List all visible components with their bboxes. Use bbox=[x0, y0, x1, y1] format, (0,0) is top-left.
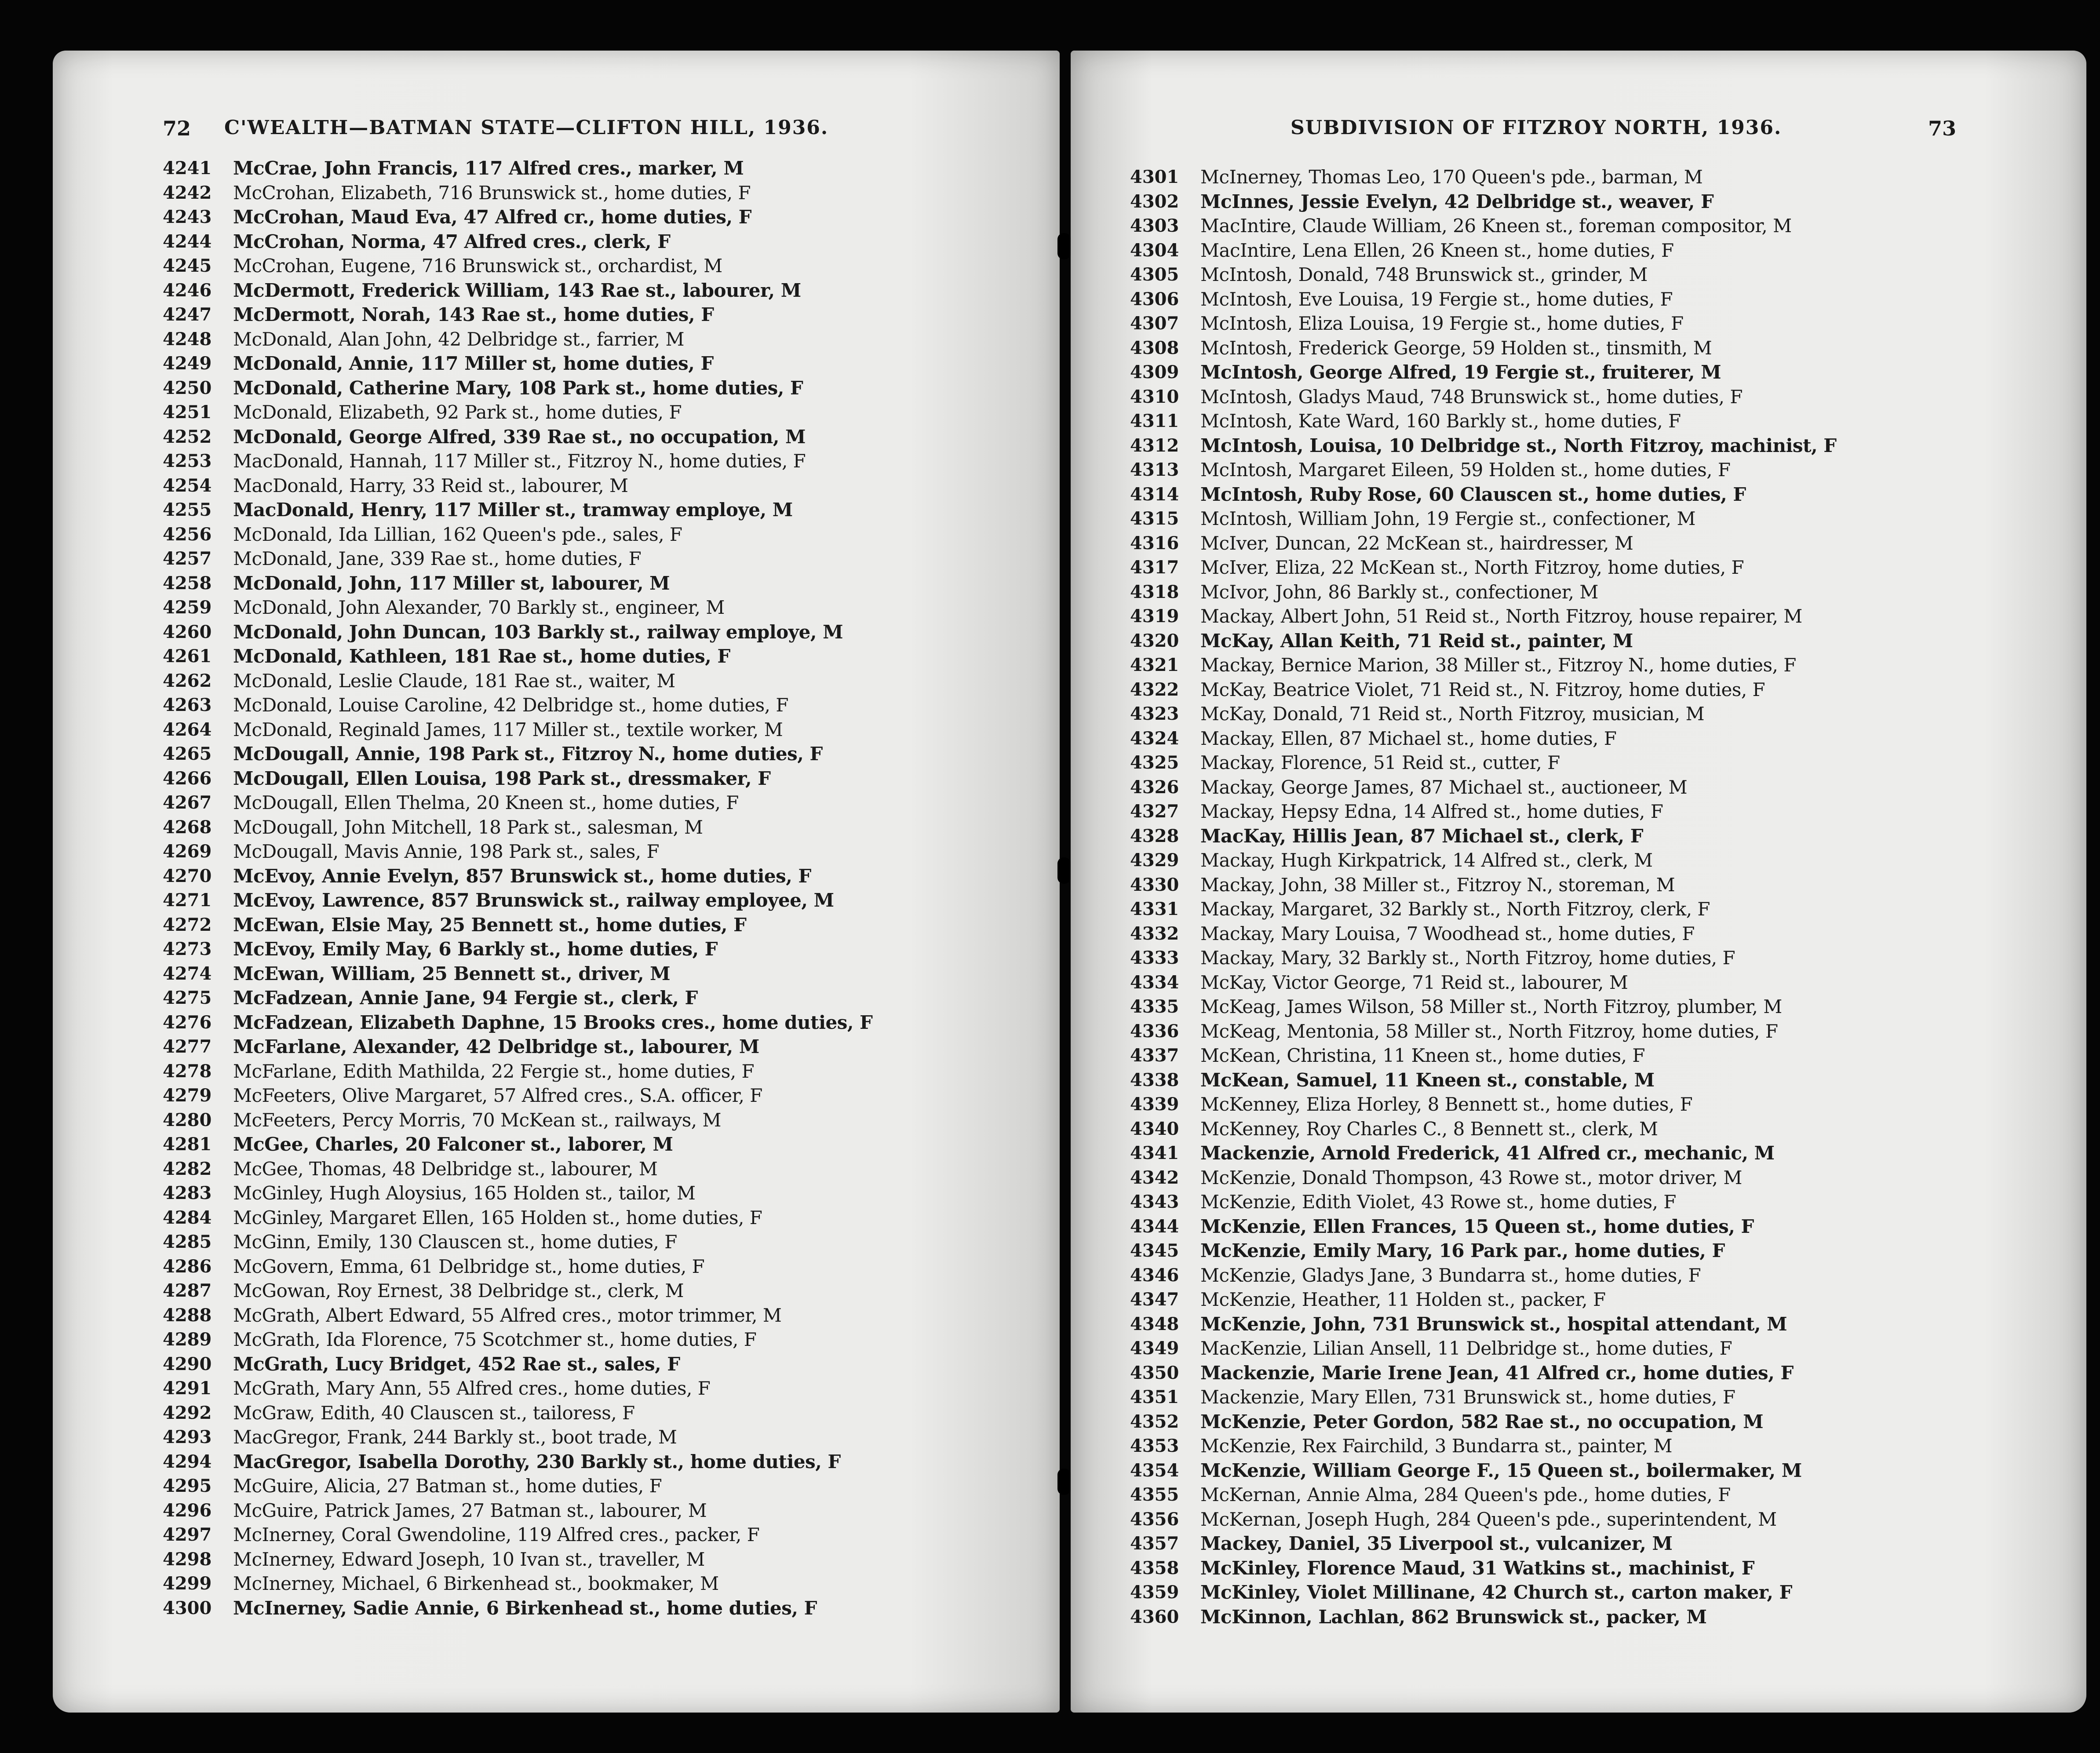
entry-number: 4279 bbox=[163, 1085, 212, 1106]
entry-number: 4285 bbox=[163, 1232, 212, 1252]
entry-number: 4315 bbox=[1130, 508, 1179, 529]
entry-text: McFarlane, Alexander, 42 Delbridge st., labourer, M bbox=[233, 1036, 759, 1057]
entry-number: 4293 bbox=[163, 1427, 212, 1447]
entry-number: 4316 bbox=[1130, 532, 1179, 554]
entry-text: McDougall, Mavis Annie, 198 Park st., sales, F bbox=[233, 841, 660, 862]
entry-number: 4271 bbox=[163, 890, 212, 911]
entry-number: 4288 bbox=[163, 1305, 212, 1326]
entry-text: McInerney, Edward Joseph, 10 Ivan st., traveller, M bbox=[233, 1548, 705, 1570]
entry-text: McInnes, Jessie Evelyn, 42 Delbridge st., weaver, F bbox=[1200, 190, 1714, 212]
entry-number: 4359 bbox=[1130, 1582, 1179, 1603]
entry-number: 4335 bbox=[1130, 996, 1179, 1017]
page-header: SUBDIVISION OF FITZROY NORTH, 1936. bbox=[1291, 117, 1782, 139]
entry-text: McInerney, Michael, 6 Birkenhead st., bookmaker, M bbox=[233, 1573, 719, 1594]
entry-text: McDonald, Jane, 339 Rae st., home duties, F bbox=[233, 548, 642, 569]
entry-text: Mackay, George James, 87 Michael st., auctioneer, M bbox=[1200, 776, 1688, 798]
entry-number: 4332 bbox=[1130, 923, 1179, 944]
binding-ring bbox=[1057, 857, 1071, 884]
entry-text: McDonald, Alan John, 42 Delbridge st., farrier, M bbox=[233, 328, 685, 350]
entry-text: McKay, Donald, 71 Reid st., North Fitzroy, musician, M bbox=[1200, 703, 1705, 725]
entry-number: 4303 bbox=[1130, 215, 1179, 236]
entry-number: 4347 bbox=[1130, 1289, 1179, 1310]
entry-number: 4322 bbox=[1130, 679, 1179, 700]
entry-number: 4314 bbox=[1130, 484, 1179, 505]
entry-text: McFadzean, Annie Jane, 94 Fergie st., clerk, F bbox=[233, 987, 698, 1009]
entry-number: 4356 bbox=[1130, 1509, 1179, 1530]
entry-text: McKenzie, William George F., 15 Queen st., boilermaker, M bbox=[1200, 1459, 1802, 1481]
entry-number: 4337 bbox=[1130, 1045, 1179, 1066]
entry-text: McIntosh, Gladys Maud, 748 Brunswick st., home duties, F bbox=[1200, 386, 1743, 408]
entry-text: McGovern, Emma, 61 Delbridge st., home duties, F bbox=[233, 1255, 705, 1277]
entry-text: McCrohan, Maud Eva, 47 Alfred cr., home duties, F bbox=[233, 206, 752, 228]
entry-number: 4284 bbox=[163, 1207, 212, 1228]
entry-number: 4262 bbox=[163, 670, 212, 691]
entry-text: MacDonald, Harry, 33 Reid st., labourer, M bbox=[233, 474, 628, 496]
entry-text: McEvoy, Lawrence, 857 Brunswick st., railway employee, M bbox=[233, 889, 834, 911]
entry-text: Mackenzie, Mary Ellen, 731 Brunswick st., home duties, F bbox=[1200, 1386, 1735, 1408]
entry-text: McEwan, Elsie May, 25 Bennett st., home duties, F bbox=[233, 914, 747, 936]
entry-number: 4274 bbox=[163, 963, 212, 984]
entry-number: 4289 bbox=[163, 1329, 212, 1350]
entry-number: 4258 bbox=[163, 572, 212, 594]
entry-number: 4294 bbox=[163, 1451, 212, 1472]
entry-text: McInerney, Coral Gwendoline, 119 Alfred cres., packer, F bbox=[233, 1524, 760, 1545]
entry-number: 4259 bbox=[163, 597, 212, 618]
entry-number: 4360 bbox=[1130, 1606, 1179, 1627]
entry-number: 4268 bbox=[163, 816, 212, 838]
entry-text: McDonald, John Duncan, 103 Barkly st., railway employe, M bbox=[233, 621, 843, 643]
entry-number: 4292 bbox=[163, 1402, 212, 1423]
entry-number: 4295 bbox=[163, 1476, 212, 1496]
entry-number: 4265 bbox=[163, 743, 212, 764]
entry-text: McDonald, Reginald James, 117 Miller st., textile worker, M bbox=[233, 718, 783, 740]
entry-number: 4270 bbox=[163, 865, 212, 886]
entry-text: McKenzie, Rex Fairchild, 3 Bundarra st., painter, M bbox=[1200, 1435, 1672, 1457]
entry-number: 4244 bbox=[163, 231, 212, 252]
right-page bbox=[1071, 51, 2086, 1713]
entry-text: McDougall, Annie, 198 Park st., Fitzroy N., home duties, F bbox=[233, 743, 823, 765]
entry-number: 4267 bbox=[163, 792, 212, 813]
entry-text: McCrohan, Elizabeth, 716 Brunswick st., home duties, F bbox=[233, 182, 751, 204]
entry-text: McDonald, Catherine Mary, 108 Park st., home duties, F bbox=[233, 377, 803, 399]
entry-text: McKenney, Eliza Horley, 8 Bennett st., home duties, F bbox=[1200, 1093, 1693, 1115]
page-number: 73 bbox=[1928, 117, 1957, 140]
entry-number: 4286 bbox=[163, 1256, 212, 1277]
entry-number: 4324 bbox=[1130, 728, 1179, 749]
entry-text: McKeag, James Wilson, 58 Miller st., North Fitzroy, plumber, M bbox=[1200, 996, 1782, 1017]
entry-number: 4260 bbox=[163, 621, 212, 642]
entry-number: 4348 bbox=[1130, 1313, 1179, 1334]
entry-text: Mackey, Daniel, 35 Liverpool st., vulcanizer, M bbox=[1200, 1533, 1673, 1554]
entry-text: McKeag, Mentonia, 58 Miller st., North Fitzroy, home duties, F bbox=[1200, 1020, 1778, 1042]
entry-number: 4297 bbox=[163, 1524, 212, 1545]
entry-text: Mackay, Mary, 32 Barkly st., North Fitzroy, home duties, F bbox=[1200, 947, 1735, 969]
entry-text: McDougall, Ellen Louisa, 198 Park st., dressmaker, F bbox=[233, 767, 771, 789]
entry-text: McFeeters, Percy Morris, 70 McKean st., railways, M bbox=[233, 1109, 721, 1131]
entry-number: 4358 bbox=[1130, 1557, 1179, 1578]
entry-text: McKenzie, Peter Gordon, 582 Rae st., no occupation, M bbox=[1200, 1410, 1764, 1432]
entry-number: 4305 bbox=[1130, 264, 1179, 285]
entry-text: McGrath, Ida Florence, 75 Scotchmer st., home duties, F bbox=[233, 1329, 757, 1350]
entry-number: 4308 bbox=[1130, 337, 1179, 358]
entry-number: 4302 bbox=[1130, 191, 1179, 212]
entry-number: 4301 bbox=[1130, 167, 1179, 187]
entry-text: McDonald, Louise Caroline, 42 Delbridge st., home duties, F bbox=[233, 694, 789, 716]
page-number: 72 bbox=[163, 117, 191, 140]
entry-text: McKernan, Annie Alma, 284 Queen's pde., home duties, F bbox=[1200, 1484, 1731, 1505]
entry-text: Mackenzie, Arnold Frederick, 41 Alfred cr., mechanic, M bbox=[1200, 1142, 1775, 1164]
entry-number: 4323 bbox=[1130, 703, 1179, 724]
entry-number: 4264 bbox=[163, 719, 212, 740]
entry-text: McDonald, Elizabeth, 92 Park st., home duties, F bbox=[233, 401, 682, 423]
entry-text: McInerney, Thomas Leo, 170 Queen's pde., barman, M bbox=[1200, 166, 1703, 188]
entry-number: 4273 bbox=[163, 939, 212, 959]
entry-text: Mackay, John, 38 Miller st., Fitzroy N., storeman, M bbox=[1200, 874, 1675, 896]
entry-text: McDonald, Leslie Claude, 181 Rae st., waiter, M bbox=[233, 670, 675, 692]
entry-text: McGrath, Lucy Bridget, 452 Rae st., sales, F bbox=[233, 1353, 680, 1375]
entry-text: McIntosh, Kate Ward, 160 Barkly st., home duties, F bbox=[1200, 410, 1681, 432]
entry-number: 4252 bbox=[163, 426, 212, 447]
entry-number: 4243 bbox=[163, 207, 212, 227]
entry-text: McGuire, Alicia, 27 Batman st., home duties, F bbox=[233, 1475, 662, 1497]
entry-number: 4334 bbox=[1130, 972, 1179, 993]
entry-number: 4249 bbox=[163, 353, 212, 374]
entry-text: McDougall, Ellen Thelma, 20 Kneen st., home duties, F bbox=[233, 792, 739, 813]
entry-number: 4275 bbox=[163, 988, 212, 1008]
entry-number: 4300 bbox=[163, 1597, 212, 1618]
entry-text: McGuire, Patrick James, 27 Batman st., labourer, M bbox=[233, 1499, 707, 1521]
entry-text: McGinley, Hugh Aloysius, 165 Holden st., tailor, M bbox=[233, 1182, 696, 1204]
entry-text: McKay, Beatrice Violet, 71 Reid st., N. Fitzroy, home duties, F bbox=[1200, 678, 1765, 700]
entry-number: 4341 bbox=[1130, 1143, 1179, 1163]
entry-text: Mackay, Bernice Marion, 38 Miller st., Fitzroy N., home duties, F bbox=[1200, 654, 1796, 676]
entry-number: 4349 bbox=[1130, 1338, 1179, 1359]
entry-text: McIntosh, Margaret Eileen, 59 Holden st., home duties, F bbox=[1200, 459, 1731, 481]
entry-text: McInerney, Sadie Annie, 6 Birkenhead st., home duties, F bbox=[233, 1597, 817, 1619]
entry-number: 4272 bbox=[163, 914, 212, 935]
entry-text: McIntosh, Louisa, 10 Delbridge st., North Fitzroy, machinist, F bbox=[1200, 434, 1837, 456]
entry-number: 4276 bbox=[163, 1012, 212, 1033]
entry-text: Mackay, Hugh Kirkpatrick, 14 Alfred st., clerk, M bbox=[1200, 849, 1653, 871]
entry-text: McKay, Victor George, 71 Reid st., labourer, M bbox=[1200, 971, 1628, 993]
entry-number: 4245 bbox=[163, 255, 212, 276]
entry-number: 4353 bbox=[1130, 1436, 1179, 1456]
left-page bbox=[53, 51, 1060, 1713]
entry-number: 4352 bbox=[1130, 1411, 1179, 1432]
entry-number: 4311 bbox=[1130, 411, 1179, 431]
entry-text: McGraw, Edith, 40 Clauscen st., tailoress, F bbox=[233, 1402, 635, 1424]
entry-text: MacGregor, Isabella Dorothy, 230 Barkly st., home duties, F bbox=[233, 1451, 841, 1472]
entry-text: McIntosh, Eve Louisa, 19 Fergie st., home duties, F bbox=[1200, 288, 1673, 310]
entry-number: 4283 bbox=[163, 1183, 212, 1203]
entry-text: McEwan, William, 25 Bennett st., driver, M bbox=[233, 962, 671, 984]
entry-number: 4331 bbox=[1130, 899, 1179, 919]
entry-number: 4257 bbox=[163, 548, 212, 569]
entry-text: McEvoy, Annie Evelyn, 857 Brunswick st., home duties, F bbox=[233, 865, 811, 887]
entry-number: 4320 bbox=[1130, 630, 1179, 651]
entry-text: McKernan, Joseph Hugh, 284 Queen's pde., superintendent, M bbox=[1200, 1508, 1777, 1530]
entry-text: MacDonald, Henry, 117 Miller st., tramway employe, M bbox=[233, 499, 793, 521]
entry-number: 4255 bbox=[163, 499, 212, 520]
entry-text: McFarlane, Edith Mathilda, 22 Fergie st., home duties, F bbox=[233, 1060, 755, 1082]
entry-number: 4250 bbox=[163, 377, 212, 398]
entry-number: 4281 bbox=[163, 1134, 212, 1155]
entry-text: MacIntire, Lena Ellen, 26 Kneen st., home duties, F bbox=[1200, 239, 1674, 261]
entry-number: 4287 bbox=[163, 1280, 212, 1301]
entry-number: 4254 bbox=[163, 475, 212, 496]
entry-number: 4313 bbox=[1130, 459, 1179, 480]
entry-number: 4325 bbox=[1130, 752, 1179, 773]
entry-text: McKenzie, Gladys Jane, 3 Bundarra st., home duties, F bbox=[1200, 1264, 1701, 1286]
entry-text: McGowan, Roy Ernest, 38 Delbridge st., clerk, M bbox=[233, 1280, 684, 1301]
entry-number: 4327 bbox=[1130, 801, 1179, 822]
entry-number: 4310 bbox=[1130, 386, 1179, 407]
entry-number: 4261 bbox=[163, 646, 212, 667]
entry-text: McKean, Samuel, 11 Kneen st., constable, M bbox=[1200, 1069, 1655, 1091]
entry-text: MacKenzie, Lilian Ansell, 11 Delbridge st., home duties, F bbox=[1200, 1338, 1732, 1359]
entry-text: McKenney, Roy Charles C., 8 Bennett st., clerk, M bbox=[1200, 1118, 1658, 1140]
entry-text: MacIntire, Claude William, 26 Kneen st., foreman compositor, M bbox=[1200, 215, 1792, 237]
entry-text: McIver, Duncan, 22 McKean st., hairdresser, M bbox=[1200, 532, 1633, 554]
entry-text: McGee, Thomas, 48 Delbridge st., labourer, M bbox=[233, 1158, 658, 1180]
entry-number: 4291 bbox=[163, 1378, 212, 1399]
entry-text: McGinn, Emily, 130 Clauscen st., home duties, F bbox=[233, 1231, 677, 1253]
entry-number: 4253 bbox=[163, 451, 212, 471]
entry-number: 4296 bbox=[163, 1500, 212, 1521]
entry-text: McKean, Christina, 11 Kneen st., home duties, F bbox=[1200, 1045, 1645, 1066]
entry-number: 4357 bbox=[1130, 1533, 1179, 1554]
entry-number: 4330 bbox=[1130, 874, 1179, 895]
entry-number: 4344 bbox=[1130, 1216, 1179, 1237]
entry-text: McGinley, Margaret Ellen, 165 Holden st., home duties, F bbox=[233, 1206, 762, 1228]
entry-number: 4309 bbox=[1130, 362, 1179, 383]
entry-text: McDermott, Norah, 143 Rae st., home duties, F bbox=[233, 304, 714, 325]
entry-number: 4346 bbox=[1130, 1265, 1179, 1286]
entry-number: 4280 bbox=[163, 1109, 212, 1130]
entry-text: Mackay, Albert John, 51 Reid st., North Fitzroy, house repairer, M bbox=[1200, 605, 1802, 627]
entry-text: McIvor, John, 86 Barkly st., confectioner, M bbox=[1200, 581, 1598, 603]
entry-number: 4256 bbox=[163, 524, 212, 545]
entry-number: 4299 bbox=[163, 1573, 212, 1594]
entry-number: 4318 bbox=[1130, 581, 1179, 602]
entry-number: 4248 bbox=[163, 328, 212, 350]
entry-text: McGrath, Mary Ann, 55 Alfred cres., home duties, F bbox=[233, 1378, 711, 1399]
entry-number: 4307 bbox=[1130, 313, 1179, 334]
entry-text: MacKay, Hillis Jean, 87 Michael st., clerk, F bbox=[1200, 825, 1644, 847]
entry-number: 4298 bbox=[163, 1549, 212, 1570]
entry-text: McKenzie, Donald Thompson, 43 Rowe st., motor driver, M bbox=[1200, 1166, 1742, 1188]
entry-number: 4342 bbox=[1130, 1167, 1179, 1188]
entry-text: McIntosh, Eliza Louisa, 19 Fergie st., home duties, F bbox=[1200, 313, 1684, 334]
entry-text: MacDonald, Hannah, 117 Miller st., Fitzroy N., home duties, F bbox=[233, 450, 806, 472]
entry-number: 4306 bbox=[1130, 288, 1179, 310]
entry-number: 4333 bbox=[1130, 948, 1179, 968]
entry-text: McKenzie, Emily Mary, 16 Park par., home duties, F bbox=[1200, 1240, 1725, 1261]
entry-text: McDougall, John Mitchell, 18 Park st., salesman, M bbox=[233, 816, 703, 838]
entry-text: Mackay, Ellen, 87 Michael st., home duties, F bbox=[1200, 727, 1617, 749]
entry-number: 4304 bbox=[1130, 240, 1179, 261]
entry-number: 4277 bbox=[163, 1036, 212, 1057]
entry-number: 4269 bbox=[163, 841, 212, 862]
entry-number: 4241 bbox=[163, 158, 212, 179]
page-header: C'WEALTH—BATMAN STATE—CLIFTON HILL, 1936. bbox=[224, 117, 829, 139]
entry-number: 4338 bbox=[1130, 1069, 1179, 1090]
entry-text: Mackay, Florence, 51 Reid st., cutter, F bbox=[1200, 752, 1560, 773]
entry-text: Mackay, Margaret, 32 Barkly st., North Fitzroy, clerk, F bbox=[1200, 898, 1710, 920]
entry-text: McFeeters, Olive Margaret, 57 Alfred cres., S.A. officer, F bbox=[233, 1085, 762, 1106]
entry-text: MacGregor, Frank, 244 Barkly st., boot trade, M bbox=[233, 1426, 677, 1448]
entry-number: 4242 bbox=[163, 182, 212, 203]
entry-text: McKay, Allan Keith, 71 Reid st., painter, M bbox=[1200, 630, 1633, 652]
entry-text: McDonald, John, 117 Miller st, labourer, M bbox=[233, 572, 670, 594]
entry-number: 4343 bbox=[1130, 1192, 1179, 1212]
entry-text: McDonald, George Alfred, 339 Rae st., no occupation, M bbox=[233, 426, 806, 448]
entry-number: 4247 bbox=[163, 304, 212, 325]
entry-text: McFadzean, Elizabeth Daphne, 15 Brooks cres., home duties, F bbox=[233, 1011, 873, 1033]
entry-text: McKinley, Violet Millinane, 42 Church st., carton maker, F bbox=[1200, 1582, 1792, 1603]
entry-text: McKenzie, John, 731 Brunswick st., hospital attendant, M bbox=[1200, 1313, 1787, 1335]
entry-number: 4266 bbox=[163, 768, 212, 789]
entry-text: McIntosh, Ruby Rose, 60 Clauscen st., home duties, F bbox=[1200, 483, 1746, 505]
binding-ring bbox=[1057, 233, 1071, 259]
entry-text: McKenzie, Heather, 11 Holden st., packer, F bbox=[1200, 1289, 1606, 1310]
entry-text: McIntosh, William John, 19 Fergie st., confectioner, M bbox=[1200, 508, 1695, 529]
entry-number: 4326 bbox=[1130, 776, 1179, 798]
entry-number: 4319 bbox=[1130, 606, 1179, 627]
entry-text: McCrae, John Francis, 117 Alfred cres., marker, M bbox=[233, 157, 744, 179]
entry-number: 4355 bbox=[1130, 1484, 1179, 1505]
entry-number: 4246 bbox=[163, 280, 212, 301]
entry-number: 4328 bbox=[1130, 825, 1179, 846]
entry-text: McKenzie, Edith Violet, 43 Rowe st., home duties, F bbox=[1200, 1191, 1676, 1213]
entry-text: McEvoy, Emily May, 6 Barkly st., home duties, F bbox=[233, 938, 718, 960]
binding-ring bbox=[1057, 1469, 1071, 1495]
entry-number: 4251 bbox=[163, 402, 212, 423]
entry-number: 4263 bbox=[163, 695, 212, 715]
entry-number: 4351 bbox=[1130, 1387, 1179, 1407]
entry-number: 4350 bbox=[1130, 1362, 1179, 1383]
entry-text: McDonald, Annie, 117 Miller st, home duties, F bbox=[233, 353, 714, 374]
entry-text: McDonald, John Alexander, 70 Barkly st., engineer, M bbox=[233, 597, 725, 618]
entry-number: 4278 bbox=[163, 1061, 212, 1082]
entry-text: McIntosh, George Alfred, 19 Fergie st., fruiterer, M bbox=[1200, 361, 1721, 383]
entry-text: McGrath, Albert Edward, 55 Alfred cres., motor trimmer, M bbox=[233, 1304, 782, 1326]
entry-number: 4282 bbox=[163, 1158, 212, 1179]
entry-text: McKinley, Florence Maud, 31 Watkins st., machinist, F bbox=[1200, 1557, 1755, 1579]
entry-number: 4329 bbox=[1130, 850, 1179, 871]
entry-number: 4336 bbox=[1130, 1020, 1179, 1042]
entry-text: McDermott, Frederick William, 143 Rae st., labourer, M bbox=[233, 279, 801, 301]
entry-text: McIntosh, Frederick George, 59 Holden st., tinsmith, M bbox=[1200, 337, 1712, 359]
entry-text: McKenzie, Ellen Frances, 15 Queen st., home duties, F bbox=[1200, 1215, 1754, 1237]
entry-text: McDonald, Kathleen, 181 Rae st., home duties, F bbox=[233, 645, 730, 667]
entry-text: McGee, Charles, 20 Falconer st., laborer, M bbox=[233, 1133, 673, 1155]
entry-text: McCrohan, Eugene, 716 Brunswick st., orchardist, M bbox=[233, 255, 722, 277]
entry-number: 4312 bbox=[1130, 435, 1179, 456]
entry-text: McCrohan, Norma, 47 Alfred cres., clerk, F bbox=[233, 230, 671, 252]
entry-text: McKinnon, Lachlan, 862 Brunswick st., packer, M bbox=[1200, 1606, 1707, 1628]
entry-number: 4321 bbox=[1130, 655, 1179, 675]
entry-number: 4345 bbox=[1130, 1240, 1179, 1261]
entry-text: McDonald, Ida Lillian, 162 Queen's pde., sales, F bbox=[233, 523, 682, 545]
entry-text: McIntosh, Donald, 748 Brunswick st., grinder, M bbox=[1200, 264, 1648, 285]
entry-number: 4317 bbox=[1130, 557, 1179, 578]
entry-text: Mackenzie, Marie Irene Jean, 41 Alfred cr., home duties, F bbox=[1200, 1362, 1794, 1384]
entry-text: Mackay, Mary Louisa, 7 Woodhead st., home duties, F bbox=[1200, 922, 1695, 944]
entry-number: 4354 bbox=[1130, 1460, 1179, 1481]
entry-number: 4339 bbox=[1130, 1094, 1179, 1115]
entry-text: McIver, Eliza, 22 McKean st., North Fitzroy, home duties, F bbox=[1200, 557, 1744, 578]
entry-number: 4340 bbox=[1130, 1118, 1179, 1139]
entry-text: Mackay, Hepsy Edna, 14 Alfred st., home duties, F bbox=[1200, 801, 1663, 822]
entry-number: 4290 bbox=[163, 1353, 212, 1374]
